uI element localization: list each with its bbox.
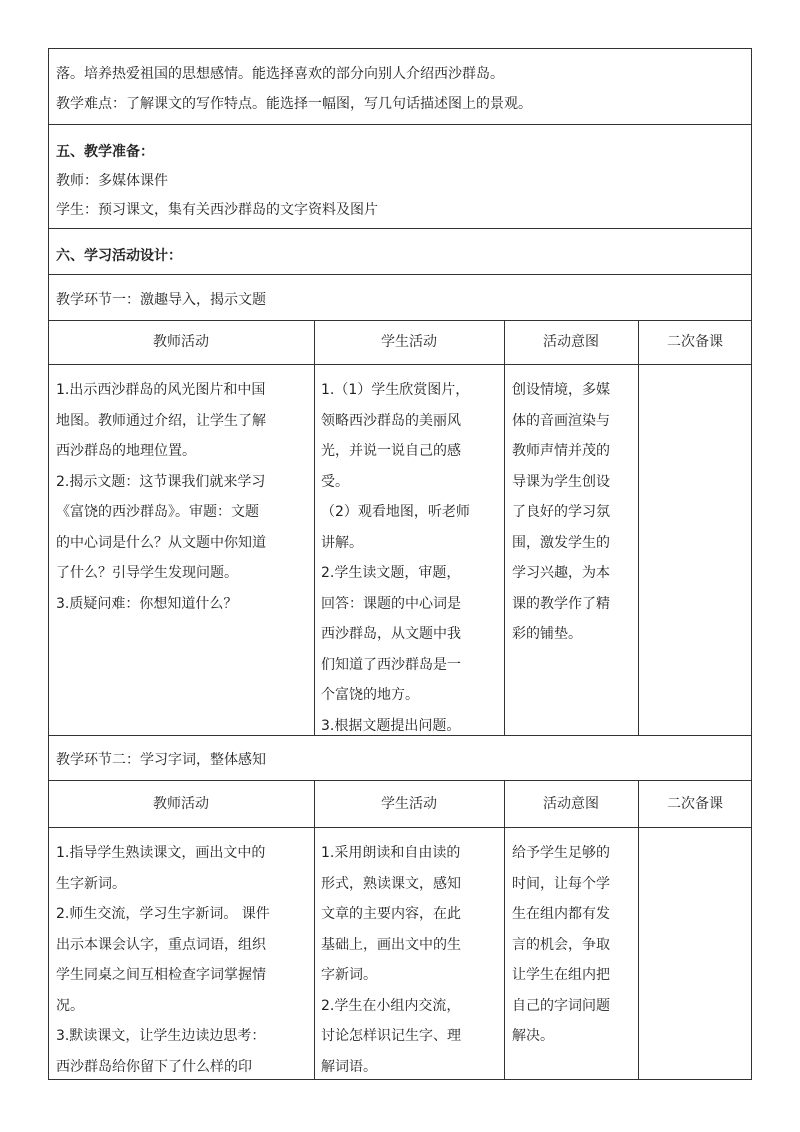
cell-line: 让学生在组内把 — [512, 967, 610, 983]
cell-line: 围，激发学生的 — [512, 534, 610, 551]
cell-line: 回答：课题的中心词是 — [321, 595, 461, 612]
section-title: 教学环节一：激趣导入，揭示文题 — [56, 292, 266, 308]
cell-line: 西沙群岛给你留下了什么样的印 — [56, 1058, 252, 1075]
row-divider — [48, 364, 752, 365]
column-divider — [504, 780, 505, 1080]
cell-line: 了什么？引导学生发现问题。 — [56, 565, 238, 581]
cell-line: 解决。 — [512, 1028, 554, 1044]
cell-line: （2）观看地图，听老师 — [321, 504, 470, 520]
cell-line: 况。 — [56, 997, 84, 1014]
activity-intent-cell — [512, 838, 636, 1052]
cell-line: 导课为学生创设 — [512, 473, 610, 490]
cell-line: 地图。教师通过介绍，让学生了解 — [56, 412, 266, 429]
column-header-student: 学生活动 — [381, 334, 437, 350]
cell-line: 给予学生足够的 — [512, 845, 610, 861]
cell-line: 1.出示西沙群岛的风光图片和中国 — [56, 382, 266, 398]
cell-line: 3.默读课文，让学生边读边思考： — [56, 1028, 266, 1044]
cell-line: 讨论怎样识记生字、理 — [321, 1028, 461, 1044]
cell-line: 自己的字词问题 — [512, 997, 610, 1014]
cell-line: 3.质疑问难：你想知道什么？ — [56, 595, 238, 612]
cell-line: 字新词。 — [321, 967, 377, 983]
prep-teacher: 教师：多媒体课件 — [56, 173, 168, 189]
cell-line: 生在组内都有发 — [512, 906, 610, 922]
column-header-student: 学生活动 — [381, 796, 437, 812]
teacher-activity-cell — [56, 838, 312, 1082]
row-divider — [48, 320, 752, 321]
column-header-intent: 活动意图 — [543, 796, 599, 812]
cell-line: 学生同桌之间互相检查字词掌握情 — [56, 967, 266, 983]
cell-line: 3.根据文题提出问题。 — [321, 717, 461, 734]
prep-student: 学生：预习课文，集有关西沙群岛的文字资料及图片 — [56, 202, 378, 218]
cell-line: 言的机会，争取 — [512, 936, 610, 953]
row-divider — [48, 780, 752, 781]
cell-line: 体的音画渲染与 — [512, 412, 610, 429]
column-header-notes: 二次备课 — [667, 334, 723, 350]
cell-line: 的中心词是什么？从文题中你知道 — [56, 534, 266, 551]
cell-line: 西沙群岛的地理位置。 — [56, 443, 196, 459]
cell-line: 们知道了西沙群岛是一 — [321, 656, 461, 673]
cell-line: 基础上，画出文中的生 — [321, 936, 461, 953]
section-title: 教学环节二：学习字词，整体感知 — [56, 752, 266, 768]
column-header-intent: 活动意图 — [543, 334, 599, 350]
row-divider — [48, 228, 752, 229]
cell-line: 1.采用朗读和自由读的 — [321, 845, 461, 861]
cell-line: 生字新词。 — [56, 875, 126, 892]
student-activity-cell — [321, 838, 503, 1082]
cell-line: 创设情境，多媒 — [512, 382, 610, 398]
column-divider — [314, 320, 315, 735]
teacher-activity-cell — [56, 375, 312, 619]
cell-line: 出示本课会认字，重点词语，组织 — [56, 936, 266, 953]
cell-line: 形式，熟读课文，感知 — [321, 875, 461, 892]
cell-line: 彩的铺垫。 — [512, 626, 582, 642]
column-header-teacher: 教师活动 — [153, 334, 209, 350]
cell-line: 课的教学作了精 — [512, 595, 610, 612]
cell-line: 光，并说一说自己的感 — [321, 443, 461, 459]
cell-line: 了良好的学习氛 — [512, 504, 610, 520]
column-divider — [638, 320, 639, 735]
row-divider — [48, 124, 752, 125]
cell-line: 学习兴趣，为本 — [512, 565, 610, 581]
objective-text: 落。培养热爱祖国的思想感情。能选择喜欢的部分向别人介绍西沙群岛。 — [56, 66, 504, 82]
cell-line: 2.揭示文题：这节课我们就来学习 — [56, 473, 266, 490]
column-divider — [504, 320, 505, 735]
cell-line: 受。 — [321, 473, 349, 490]
cell-line: 1.指导学生熟读课文，画出文中的 — [56, 845, 266, 861]
cell-line: 解词语。 — [321, 1058, 377, 1075]
cell-line: 领略西沙群岛的美丽风 — [321, 412, 461, 429]
design-heading: 六、学习活动设计： — [56, 248, 182, 264]
column-header-teacher: 教师活动 — [153, 796, 209, 812]
cell-line: 2.师生交流，学习生字新词。 课件 — [56, 906, 270, 922]
column-header-notes: 二次备课 — [667, 796, 723, 812]
cell-line: 讲解。 — [321, 534, 363, 551]
cell-line: 2.学生在小组内交流， — [321, 997, 461, 1014]
column-divider — [314, 780, 315, 1080]
cell-line: 《富饶的西沙群岛》。审题：文题 — [56, 504, 259, 520]
prep-heading: 五、教学准备： — [56, 144, 154, 160]
cell-line: 西沙群岛，从文题中我 — [321, 626, 461, 642]
cell-line: 2.学生读文题，审题， — [321, 565, 461, 581]
column-divider — [638, 780, 639, 1080]
row-divider — [48, 827, 752, 828]
student-activity-cell — [321, 375, 503, 741]
cell-line: 文章的主要内容，在此 — [321, 906, 461, 922]
cell-line: 教师声情并茂的 — [512, 443, 610, 459]
activity-intent-cell — [512, 375, 636, 650]
difficulty-text: 教学难点：了解课文的写作特点。能选择一幅图，写几句话描述图上的景观。 — [56, 96, 532, 112]
row-divider — [48, 274, 752, 275]
cell-line: 时间，让每个学 — [512, 875, 610, 892]
cell-line: 1.（1）学生欣赏图片， — [321, 382, 470, 398]
cell-line: 个富饶的地方。 — [321, 687, 419, 703]
